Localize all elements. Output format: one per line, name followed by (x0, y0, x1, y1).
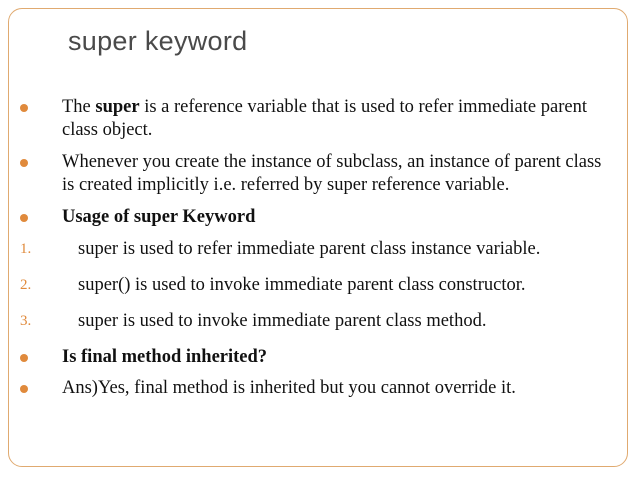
numbered-item-1 (20, 238, 616, 261)
bullet-answer (20, 377, 616, 400)
slide-body (20, 96, 616, 409)
bullet-dot-icon (20, 214, 28, 222)
numbered-item-3 (20, 310, 616, 333)
bullet-text: Whenever you create the instance of subclass, an instance of parent class is created implicitly i.e. referred by super reference variable. (62, 152, 602, 195)
slide-title: super keyword (68, 26, 248, 56)
bullet-super-definition (20, 96, 616, 142)
item-number: 3. (20, 313, 32, 329)
answer-text: Ans)Yes, final method is inherited but you cannot override it. (62, 378, 516, 398)
bullet-dot-icon (20, 159, 28, 167)
bullet-usage-heading (20, 206, 616, 229)
bullet-text-bold: super (95, 97, 140, 117)
item-text: super is used to invoke immediate parent class method. (78, 311, 487, 331)
item-text: super() is used to invoke immediate parent class constructor. (78, 275, 526, 295)
bullet-dot-icon (20, 385, 28, 393)
item-number: 1. (20, 241, 32, 257)
bullet-dot-icon (20, 354, 28, 362)
item-number: 2. (20, 277, 32, 293)
bullet-text-pre: The (62, 97, 96, 117)
item-text: super is used to refer immediate parent class instance variable. (78, 239, 541, 259)
bullet-final-heading (20, 346, 616, 369)
bullet-dot-icon (20, 104, 28, 112)
final-heading-text: Is final method inherited? (62, 347, 268, 367)
bullet-text-post: is a reference variable that is used to refer immediate parent class object. (62, 97, 587, 140)
numbered-item-2 (20, 274, 616, 297)
usage-heading-text: Usage of super Keyword (62, 207, 256, 227)
bullet-instance-creation (20, 151, 616, 197)
